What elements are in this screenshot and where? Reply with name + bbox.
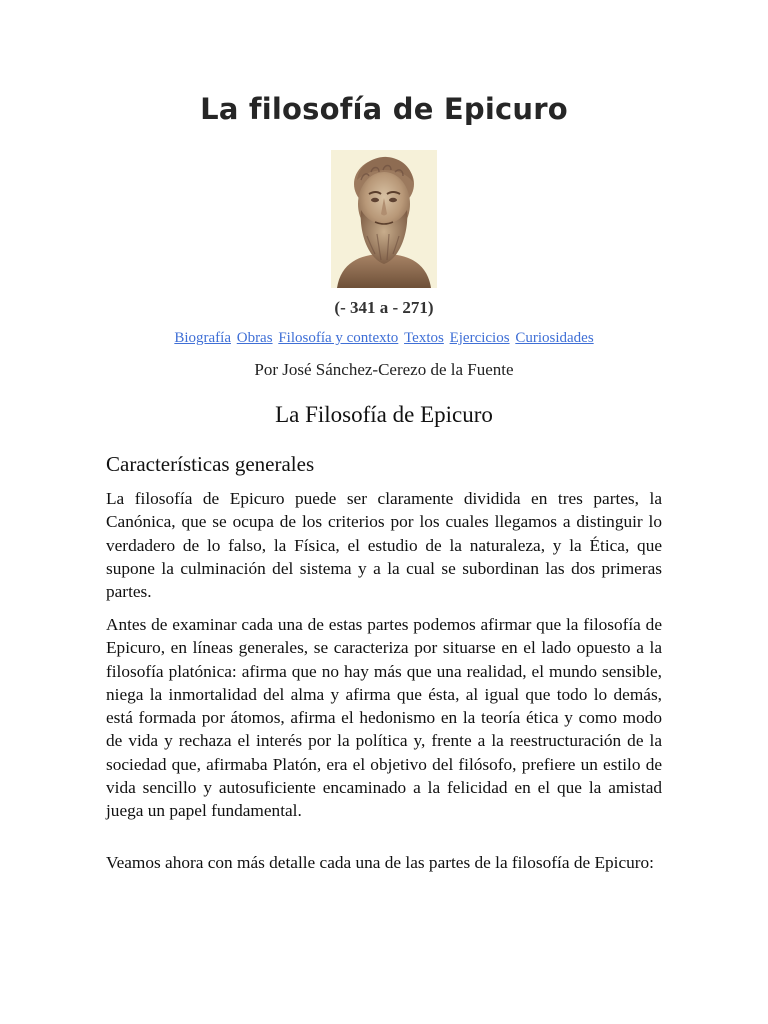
section-heading: Características generales [106,452,315,476]
document-title: La Filosofía de Epicuro [275,402,493,427]
nav-link-obras[interactable]: Obras [236,330,273,346]
nav-link-curiosidades[interactable]: Curiosidades [515,330,594,346]
nav-link-ejercicios[interactable]: Ejercicios [449,330,510,346]
page-title: La filosofía de Epicuro [200,92,568,126]
author-line: Por José Sánchez-Cerezo de la Fuente [254,360,514,379]
paragraph: La filosofía de Epicuro puede ser claramente dividida en tres partes, la Canónica, que se ocupa de los criterios por los cuales llegamos a distinguir lo verdadero de lo falso, la Física, el estudio de la naturaleza, y la Ética, que supone la culminación del sistema y a la cual se subordinan las dos primeras partes. [106,489,662,602]
section-nav [0,330,768,347]
nav-link-biografia[interactable]: Biografía [174,330,231,346]
epicurus-bust-image [331,150,437,288]
lifespan-dates: (- 341 a - 271) [334,298,434,317]
paragraph: Antes de examinar cada una de estas partes podemos afirmar que la filosofía de Epicuro, en líneas generales, se caracteriza por situarse en el lado opuesto a la filosofía platónica: afirma que no hay más que una realidad, el mundo sensible, niega la inmortalidad del alma y afirma que ésta, al igual que todo lo demás, está formada por átomos, afirma el hedonismo en la teoría ética y como modo de vida y rechaza el interés por la política y, frente a la reestructuración de la sociedad que, afirmaba Platón, era el objetivo del filósofo, prefiere un estilo de vida sencillo y autosuficiente encaminado a la felicidad en el que la amistad juega un papel fundamental. [106,615,662,821]
nav-link-filosofia-y-contexto[interactable]: Filosofía y contexto [278,330,399,346]
nav-link-textos[interactable]: Textos [404,330,444,346]
paragraph: Veamos ahora con más detalle cada una de las partes de la filosofía de Epicuro: [106,853,654,872]
